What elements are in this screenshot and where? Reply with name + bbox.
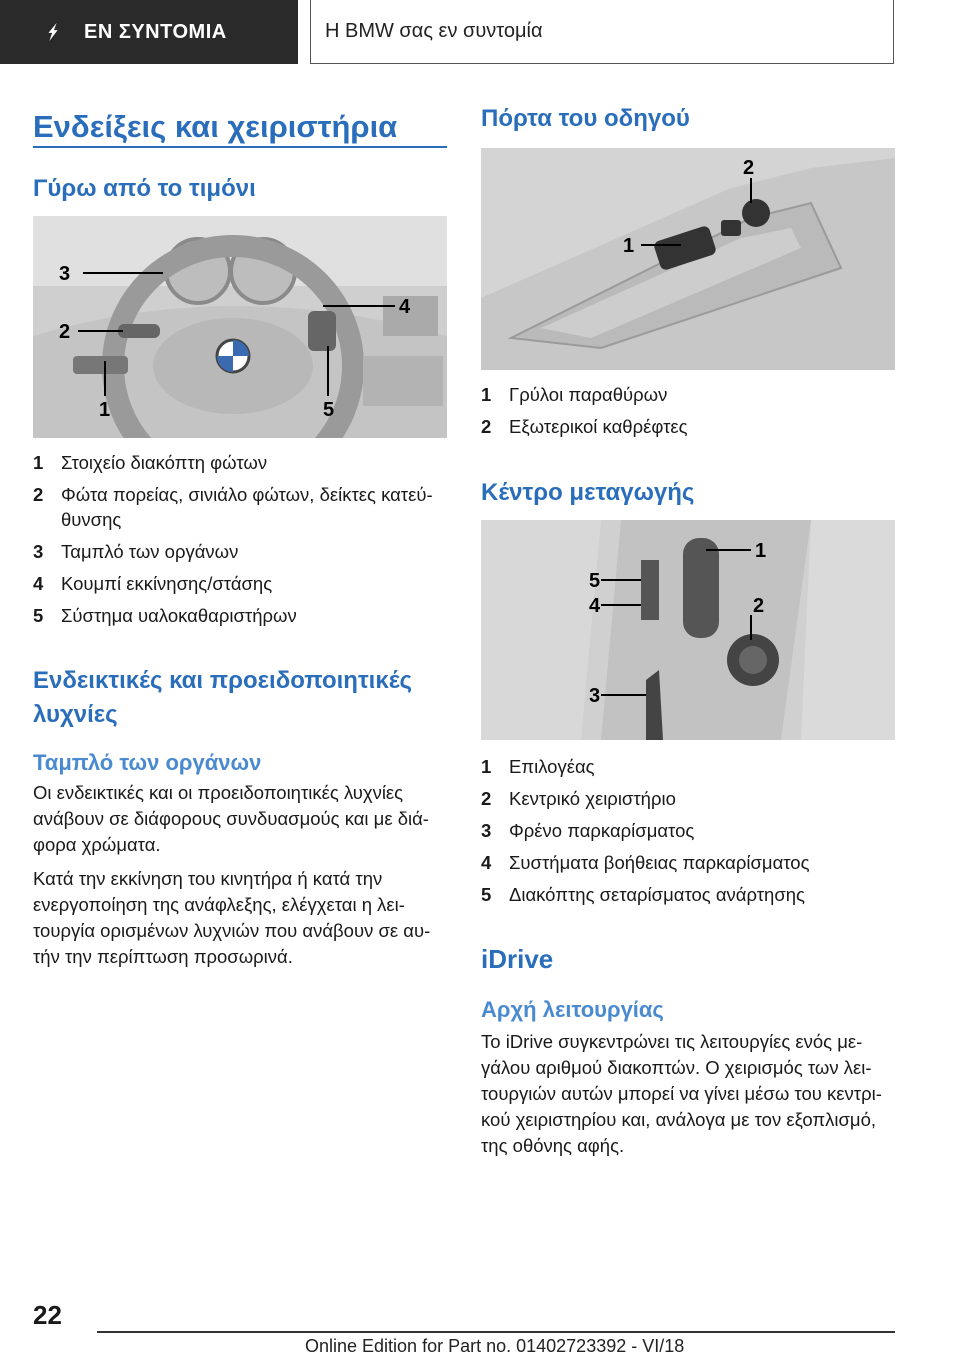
- callout-5: 5: [589, 570, 601, 592]
- list-item: 1 Στοιχείο διακόπτη φώτων: [33, 452, 268, 473]
- callout-2: 2: [743, 157, 755, 179]
- callout-2: 2: [753, 595, 765, 617]
- console-legend: [481, 754, 895, 914]
- idrive-subheading: Αρχή λειτουργίας: [481, 997, 664, 1022]
- list-item: 3 Φρένο παρκαρίσματος: [481, 820, 695, 841]
- lamps-paragraph-2: Κατά την εκκίνηση του κινητήρα ή κατά την ενεργοποίηση της ανάφλεξης, ελέγχεται η λει‐τουργία ορισμένων λυχνιών που ανάβουν σε αυ‐τήν την περίπτωση προσωρινά.: [33, 868, 431, 967]
- list-item: 4 Κουμπί εκκίνησης/στάσης: [33, 573, 273, 594]
- lamps-subheading: Ταμπλό των οργάνων: [33, 750, 262, 775]
- list-item: 1 Επιλογέας: [481, 756, 595, 777]
- console-heading: Κέντρο μεταγωγής: [481, 479, 695, 506]
- idrive-heading: iDrive: [481, 944, 554, 974]
- steering-legend: [33, 450, 447, 635]
- callout-3: 3: [589, 685, 601, 707]
- section-tab[interactable]: [0, 0, 298, 64]
- callout-1: 1: [755, 540, 767, 562]
- section-tab-label: ΕΝ ΣΥΝΤΟΜΙΑ: [84, 20, 227, 43]
- list-item: 4 Συστήματα βοήθειας παρκαρίσματος: [481, 852, 810, 873]
- page-title: Ενδείξεις και χειριστήρια: [33, 109, 398, 144]
- chapter-header: [310, 0, 894, 64]
- list-item: 2 Κεντρικό χειριστήριο: [481, 788, 676, 809]
- list-item: 5 Σύστημα υαλοκαθαριστήρων: [33, 605, 297, 626]
- callout-1: 1: [623, 235, 635, 257]
- callout-1: 1: [99, 399, 111, 421]
- callout-4: 4: [399, 296, 411, 318]
- callout-3: 3: [59, 263, 71, 285]
- lamps-paragraph-1: Οι ενδεικτικές και οι προειδοποιητικές λυχνίες ανάβουν σε διάφορους συνδυασμούς και με διά‐φορα χρώματα.: [33, 782, 429, 855]
- lamps-heading: Ενδεικτικές και προειδοποιητικές λυχνίες: [33, 667, 413, 728]
- title-rule: [33, 146, 447, 148]
- list-item: 2 Φώτα πορείας, σινιάλο φώτων, δείκτες κατεύ‐θυνσης: [33, 484, 433, 530]
- door-legend: [481, 382, 895, 446]
- steering-wheel-figure: [33, 216, 447, 438]
- callout-4: 4: [589, 595, 601, 617]
- driver-door-figure: [481, 148, 895, 370]
- door-heading: Πόρτα του οδηγού: [481, 105, 690, 132]
- footer-edition: Online Edition for Part no. 01402723392 - VI/18: [305, 1336, 685, 1356]
- footer-rule: [97, 1331, 895, 1333]
- list-item: 5 Διακόπτης σεταρίσματος ανάρτησης: [481, 884, 805, 905]
- callout-5: 5: [323, 399, 335, 421]
- chapter-title: Η BMW σας εν συντομία: [325, 20, 543, 42]
- page-number: 22: [33, 1300, 62, 1330]
- center-console-figure: [481, 520, 895, 740]
- callout-2: 2: [59, 321, 71, 343]
- list-item: 1 Γρύλοι παραθύρων: [481, 384, 668, 405]
- list-item: 3 Ταμπλό των οργάνων: [33, 541, 239, 562]
- idrive-paragraph: Το iDrive συγκεντρώνει τις λειτουργίες ενός με‐γάλου αριθμού διακοπτών. Ο χειρισμός των λει‐τουργιών αυτών μπορεί να γίνει μέσω του κεντρι‐κού χειριστηρίου και, ανάλογα με τον εξοπλισμό, της οθόνης αφής.: [481, 1031, 882, 1156]
- lightning-icon: [42, 21, 64, 43]
- steering-heading: Γύρω από το τιμόνι: [33, 175, 256, 202]
- list-item: 2 Εξωτερικοί καθρέφτες: [481, 416, 688, 437]
